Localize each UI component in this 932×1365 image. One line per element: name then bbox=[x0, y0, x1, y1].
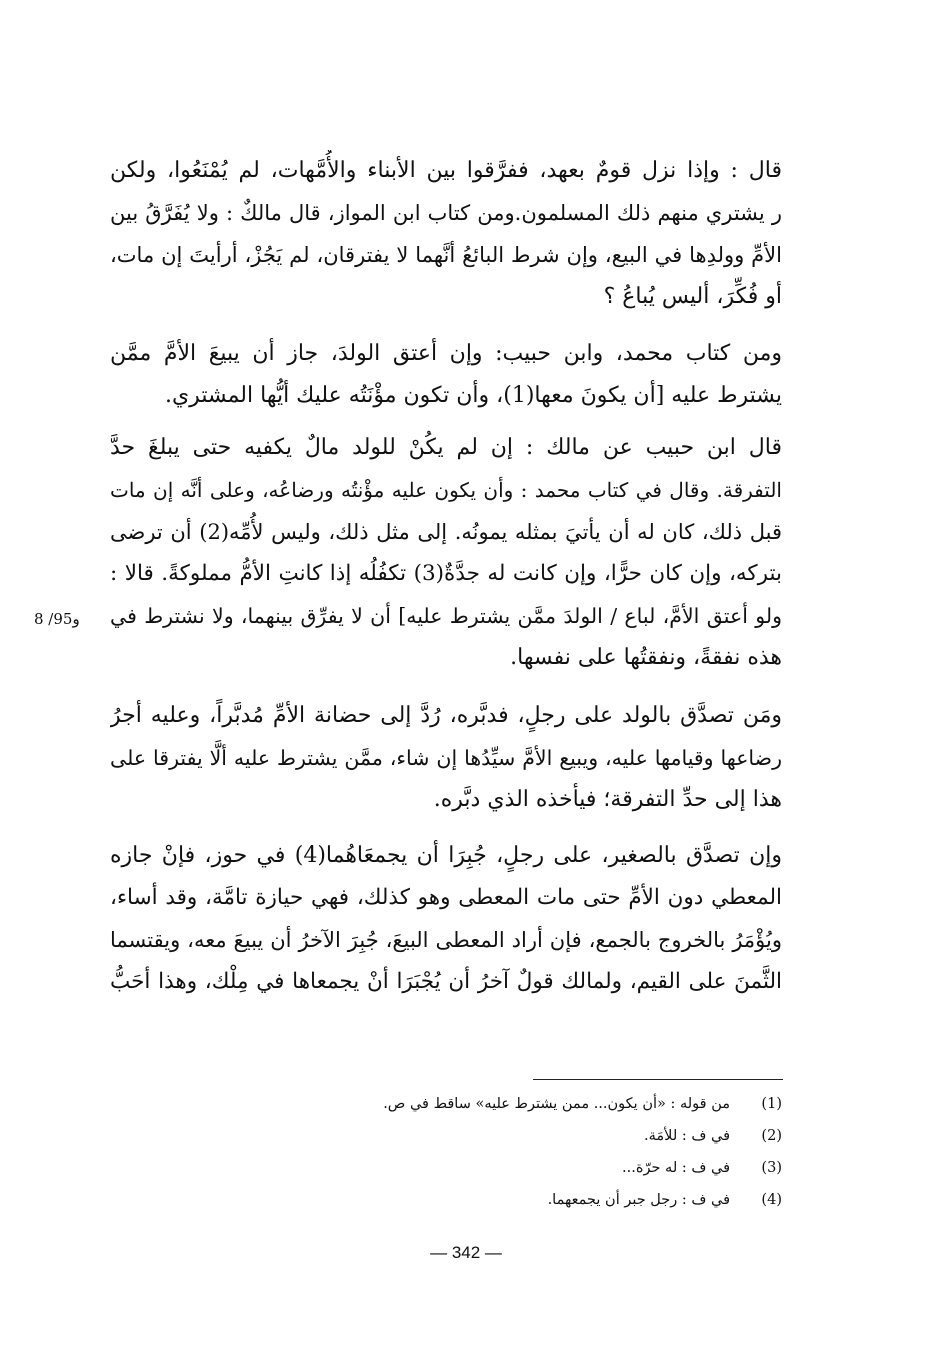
text-line: وإن تصدَّق بالصغير، على رجلٍ، جُبِرَا أن يجمعَاهُما(4) في حوز، فإنْ جازه bbox=[110, 843, 782, 868]
text-line: قال : وإذا نزل قومٌ بعهد، ففرَّقوا بين الأبناء والأُمَّهات، لم يُمْنَعُوا، ولكن bbox=[110, 158, 782, 183]
text-line: الأمِّ وولدِها في البيع، وإن شرط البائعُ أنَّهما لا يفترقان، لم يَجُزْ، أرأيتَ إن مات، bbox=[110, 243, 782, 267]
footnote-text: في ف : رجل جبر أن يجمعهما. bbox=[547, 1192, 730, 1208]
margin-folio-note: 8 /95و bbox=[34, 610, 80, 628]
paragraph-2 bbox=[110, 333, 782, 417]
text-line: المعطي دون الأمِّ حتى مات المعطى وهو كذلك، فهي حيازة تامَّة، وقد أساء، bbox=[110, 885, 782, 910]
text-line: ومن كتاب محمد، وابن حبيب: وإن أعتق الولدَ، جاز أن يبيعَ الأمَّ ممَّن bbox=[110, 341, 782, 366]
footnote bbox=[262, 1088, 782, 1120]
footnote-number: (2) bbox=[761, 1128, 782, 1144]
text-line: بتركه، وإن كان حرًّا، وإن كانت له جدَّةٌ(3) تكفُلُه إذا كانتِ الأمُّ مملوكةً. قالا : bbox=[110, 561, 782, 586]
text-line: هذه نفقةً، ونفقتُها على نفسها. bbox=[510, 645, 782, 670]
text-line: ويُؤْمَرُ بالخروج بالجمع، فإن أراد المعطى البيعَ، جُبِرَ الآخرُ أن يبيعَ معه، ويقتسما bbox=[110, 928, 782, 952]
paragraph-1 bbox=[110, 150, 782, 318]
footnote-text: من قوله : «أن يكون... ممن يشترط عليه» ساقط في ص. bbox=[383, 1096, 730, 1112]
text-line: ولو أعتق الأمَّ، لباع / الولدَ ممَّن يشترط عليه] أن لا يفرِّق بينهما، ولا نشترط في bbox=[110, 604, 782, 628]
page-number: — 342 — bbox=[430, 1243, 502, 1262]
text-line: هذا إلى حدِّ التفرقة؛ فيأخذه الذي دبَّره. bbox=[433, 787, 782, 812]
text-line: يشترط عليه [أن يكونَ معها(1)، وأن تكون مؤْنَتُه عليك أيُّها المشتري. bbox=[164, 383, 782, 408]
text-line: قال ابن حبيب عن مالك : إن لم يكُنْ للولد مالٌ يكفيه حتى يبلغَ حدَّ bbox=[110, 435, 782, 460]
text-line: ومَن تصدَّق بالولد على رجلٍ، فدبَّره، رُدَّ إلى حضانة الأمِّ مُدبَّراً، وعليه أجرُ bbox=[110, 703, 782, 728]
text-line: الثَّمنَ على القيم، ولمالك قولٌ آخرُ أن يُجْبَرَا أنْ يجمعاها في مِلْك، وهذا أحَبُّ bbox=[110, 969, 782, 994]
text-line: قبل ذلك، كان له أن يأتيَ بمثله يمونُه. إلى مثل ذلك، وليس لأُمِّه(2) أن ترضى bbox=[110, 520, 782, 544]
footnote bbox=[262, 1152, 782, 1184]
text-line: التفرقة. وقال في كتاب محمد : وأن يكون عليه مؤْنتُه ورضاعُه، وعلى أنَّه إن مات bbox=[110, 478, 782, 502]
text-line: ر يشتري منهم ذلك المسلمون.ومن كتاب ابن المواز، قال مالكٌ : ولا يُفَرَّقُ بين bbox=[110, 201, 782, 225]
text-line: أو فُكِّرَ، أليس يُباعُ ؟ bbox=[603, 284, 782, 309]
paragraph-5 bbox=[110, 835, 782, 1003]
text-line: رضاعها وقيامها عليه، ويبيع الأمَّ سيِّدُها إن شاء، ممَّن يشترط عليه ألَّا يفترقا على bbox=[110, 746, 782, 770]
footnote-divider bbox=[533, 1079, 783, 1080]
footnote-text: في ف : له حرّة... bbox=[622, 1160, 730, 1176]
paragraph-4 bbox=[110, 695, 782, 821]
footnotes bbox=[262, 1088, 782, 1216]
footnote-number: (1) bbox=[761, 1096, 782, 1112]
footnote-number: (3) bbox=[761, 1160, 782, 1176]
paragraph-3 bbox=[110, 427, 782, 679]
footnote bbox=[262, 1120, 782, 1152]
footnote bbox=[262, 1184, 782, 1216]
footnote-text: في ف : للأمَة. bbox=[644, 1128, 730, 1144]
footnote-number: (4) bbox=[761, 1192, 782, 1208]
